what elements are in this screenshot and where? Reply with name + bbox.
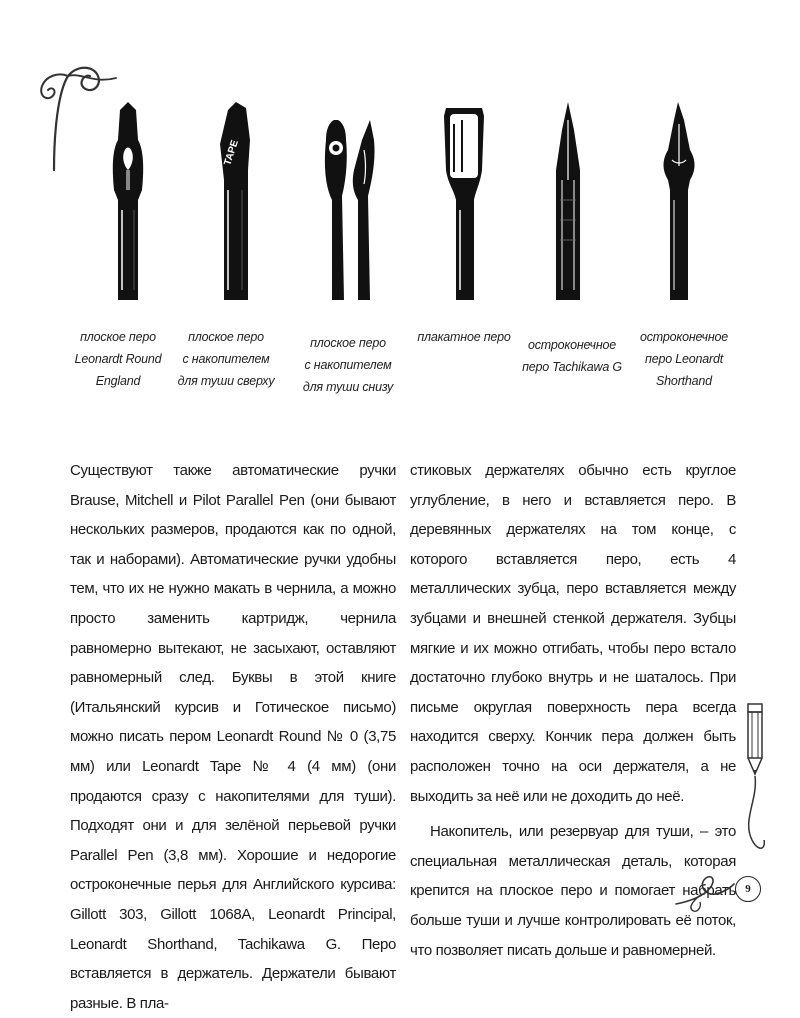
- nib-leonardt-shorthand-icon: [650, 100, 710, 310]
- caption-bottom-reservoir: [288, 332, 408, 398]
- nib-bottom-reservoir-icon: [310, 100, 390, 310]
- nib-tape-icon: [206, 100, 266, 310]
- nib-illustrations: [60, 100, 760, 320]
- paragraph: Накопитель, или резервуар для туши, – это специальная металлическая деталь, которая крепится на плоское перо и помогает набрать больше туши и лучше контролировать её поток, что позволяет писать дольше и равномерней.: [410, 823, 736, 959]
- caption-tachikawa: [512, 334, 632, 378]
- flourish-ornament: [672, 848, 742, 918]
- nib-tape-label: TAPE: [222, 138, 241, 167]
- caption-line: с накопителем: [304, 358, 392, 372]
- caption-line: плоское перо: [310, 336, 386, 350]
- caption-line: остроконечное: [639, 330, 728, 344]
- page-number: 9: [735, 876, 761, 902]
- nib-poster-icon: [436, 100, 496, 310]
- paragraph: Существуют также автоматические ручки Brause, Mitchell и Pilot Parallel Pen (они бывают нескольких размеров, продаются как по одной, так и наборами). Автоматические ручки удобны тем, что их не нужно макать в чернила, а можно просто заменить картридж, чернила равномерно вытекают, не засыхают, оставляют равномерный след. Буквы в этой книге (Итальянский курсив и Готическое письмо) можно писать пером Leonardt Round № 0 (3,75 мм) или Leonardt Tape № 4 (4 мм) (они продаются сразу с накопителями для туши). Подходят они и для зелёной перьевой ручки Parallel Pen (3,8 мм). Хорошие и недорогие остроконечные перья для Английского курсива: Gillott 303, Gillott 1068A, Leonardt Principal, Leonardt Shorthand, Tachikawa G. Перо вставляется в держатель. Держатели бывают разные. В пла-: [70, 462, 396, 1012]
- caption-line: Shorthand: [656, 374, 712, 388]
- caption-line: плоское перо: [80, 330, 156, 344]
- caption-line: с накопителем: [182, 352, 270, 366]
- caption-line: для туши снизу: [302, 380, 394, 394]
- caption-leonardt-round: [58, 326, 178, 392]
- caption-line: England: [95, 374, 141, 388]
- nib-tachikawa-g-icon: [538, 100, 598, 310]
- caption-line: перо Tachikawa G: [522, 360, 622, 374]
- caption-top-reservoir: [166, 326, 286, 392]
- text-column-left: [70, 456, 396, 1018]
- caption-poster-nib: [404, 326, 524, 348]
- caption-line: для туши сверху: [177, 374, 275, 388]
- caption-line: остроконечное: [527, 338, 616, 352]
- caption-line: перо Leonardt: [645, 352, 723, 366]
- caption-line: Leonardt Round: [74, 352, 162, 366]
- paragraph: стиковых держателях обычно есть круглое углубление, в него и вставляется перо. В деревянных держателях на том конце, с которого вставляется перо, есть 4 металлических зубца, перо вставляется между зубцами и внешней стенкой держателя. Зубцы мягкие и их можно отгибать, чтобы перо встало достаточно глубоко внутрь и не шаталось. При письме округлая поверхность пера всегда находится сверху. Кончик пера должен быть расположен точно на оси держателя, а не выходить за неё или не доходить до неё.: [410, 462, 736, 805]
- nib-leonardt-round-icon: [98, 100, 158, 310]
- caption-leonardt-shorthand: [624, 326, 744, 392]
- caption-line: плакатное перо: [417, 330, 511, 344]
- caption-line: плоское перо: [188, 330, 264, 344]
